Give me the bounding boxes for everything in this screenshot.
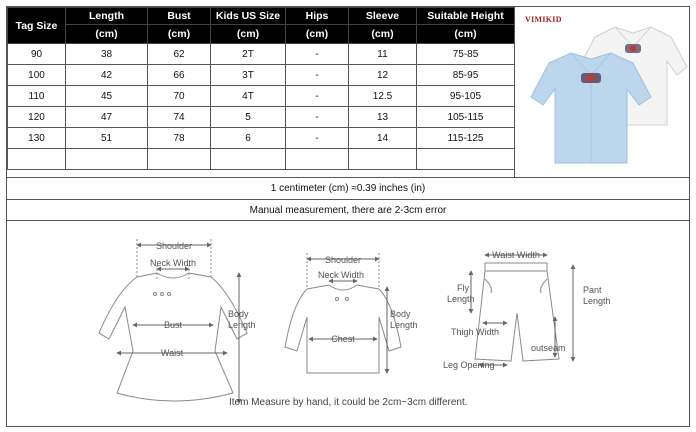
table-cell: 105-115 [417, 107, 515, 128]
table-cell: 12 [349, 65, 417, 86]
header-tag-size: Tag Size [8, 8, 66, 44]
table-cell: - [286, 86, 349, 107]
table-row-empty [8, 149, 515, 170]
header-length-unit: (cm) [66, 25, 148, 44]
table-cell: 90 [8, 44, 66, 65]
table-cell: - [286, 44, 349, 65]
dress-bust-label: Bust [163, 320, 183, 330]
header-bust: Bust [148, 8, 211, 25]
size-table [7, 7, 515, 170]
table-cell: 51 [66, 128, 148, 149]
table-cell: - [286, 107, 349, 128]
table-cell: 74 [148, 107, 211, 128]
table-cell: - [286, 128, 349, 149]
pants-length-label: Length [583, 296, 611, 306]
table-cell [211, 149, 286, 170]
table-cell: 100 [8, 65, 66, 86]
product-photo [514, 7, 689, 178]
table-cell: 11 [349, 44, 417, 65]
table-cell: 78 [148, 128, 211, 149]
header-suitable-height-unit: (cm) [417, 25, 515, 44]
table-cell: 6 [211, 128, 286, 149]
table-cell: 120 [8, 107, 66, 128]
table-cell: 95-105 [417, 86, 515, 107]
table-cell: 5 [211, 107, 286, 128]
pants-pant-label: Pant [583, 285, 602, 295]
header-kids-us-size: Kids US Size [211, 8, 286, 25]
shirts-illustration [515, 7, 690, 178]
dress-shoulder-label: Shoulder [155, 241, 193, 251]
brand-logo: VIMIKID [525, 15, 562, 24]
table-cell: 62 [148, 44, 211, 65]
header-sleeve: Sleeve [349, 8, 417, 25]
table-cell: 70 [148, 86, 211, 107]
pants-outseam-label: outseam [531, 343, 566, 353]
shirt-neck-label: Neck Width [317, 270, 365, 280]
header-bust-unit: (cm) [148, 25, 211, 44]
table-cell [148, 149, 211, 170]
pants-thigh-label: Thigh Width [451, 327, 500, 337]
table-cell: 14 [349, 128, 417, 149]
header-kids-us-size-unit: (cm) [211, 25, 286, 44]
dress-length-label: Length [228, 320, 256, 330]
table-cell: 12.5 [349, 86, 417, 107]
measurement-error-note: Manual measurement, there are 2-3cm error [7, 199, 689, 221]
header-suitable-height: Suitable Height [417, 8, 515, 25]
table-row [8, 44, 515, 65]
table-row [8, 65, 515, 86]
table-cell: 42 [66, 65, 148, 86]
table-cell: 110 [8, 86, 66, 107]
table-cell: 115-125 [417, 128, 515, 149]
pants-fly-length-label: Length [447, 294, 475, 304]
shirt-body-label: Body [390, 309, 411, 319]
table-cell: 4T [211, 86, 286, 107]
table-cell [349, 149, 417, 170]
table-cell: 13 [349, 107, 417, 128]
table-cell: 47 [66, 107, 148, 128]
table-cell: 66 [148, 65, 211, 86]
header-sleeve-unit: (cm) [349, 25, 417, 44]
table-cell: 75-85 [417, 44, 515, 65]
table-row [8, 107, 515, 128]
dress-neck-label: Neck Width [149, 258, 197, 268]
header-length: Length [66, 8, 148, 25]
table-cell: 38 [66, 44, 148, 65]
table-cell: - [286, 65, 349, 86]
table-cell: 45 [66, 86, 148, 107]
table-cell [66, 149, 148, 170]
shirt-shoulder-label: Shoulder [324, 255, 362, 265]
table-cell [286, 149, 349, 170]
header-hips: Hips [286, 8, 349, 25]
shirt-chest-label: Chest [331, 334, 355, 344]
table-cell: 85-95 [417, 65, 515, 86]
table-cell: 3T [211, 65, 286, 86]
shirt-length-label: Length [390, 320, 418, 330]
dress-body-label: Body [228, 309, 249, 319]
table-row [8, 86, 515, 107]
table-cell: 130 [8, 128, 66, 149]
pants-waist-label: Waist Width [492, 250, 540, 260]
table-row [8, 128, 515, 149]
header-hips-unit: (cm) [286, 25, 349, 44]
table-cell [417, 149, 515, 170]
measure-caption: Item Measure by hand, it could be 2cm~3cm different. [229, 397, 468, 408]
pants-leg-label: Leg Opening [443, 360, 495, 370]
pants-fly-label: Fly [457, 283, 469, 293]
table-cell: 2T [211, 44, 286, 65]
size-chart-sheet [6, 6, 690, 427]
table-cell [8, 149, 66, 170]
dress-waist-label: Waist [160, 348, 184, 358]
conversion-note: 1 centimeter (cm) ≈0.39 inches (in) [7, 177, 689, 199]
measurement-diagrams [7, 221, 689, 426]
